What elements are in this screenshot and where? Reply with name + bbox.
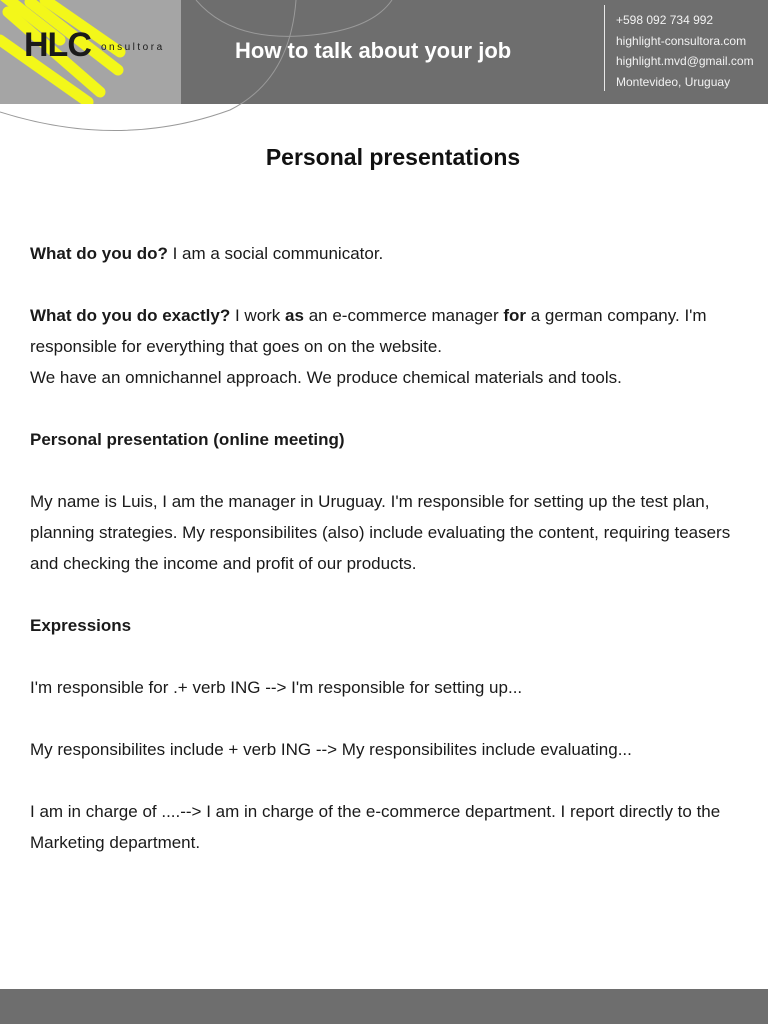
expressions-heading: Expressions (30, 616, 132, 635)
expression-item: I am in charge of ....--> I am in charge of the e-commerce department. I report directly to the Marketing department. (30, 802, 721, 852)
page-title: Personal presentations (265, 144, 521, 170)
logo (0, 0, 181, 104)
keyword-as: as (285, 306, 304, 325)
answer-text: I work (230, 306, 286, 325)
answer-text: I am a social communicator. (167, 244, 384, 263)
expression-item: I'm responsible for .+ verb ING --> I'm responsible for setting up... (30, 678, 523, 697)
logo-text: HLC (24, 26, 91, 64)
answer-text: We have an omnichannel approach. We produce chemical materials and tools. (30, 368, 622, 387)
header (0, 0, 768, 104)
contact-email: highlight.mvd@gmail.com (616, 54, 754, 68)
header-title: How to talk about your job (235, 38, 512, 63)
contact-location: Montevideo, Uruguay (616, 74, 731, 89)
qa-paragraph (30, 300, 740, 393)
answer-text: a german company. I'm responsible for everything that goes on on the website. (30, 306, 707, 356)
section-heading (30, 610, 740, 641)
footer-bar (0, 989, 768, 1024)
contact-block (616, 10, 754, 92)
contact-divider (604, 5, 605, 91)
section-heading (30, 424, 740, 455)
question-label: What do you do? (30, 244, 168, 263)
contact-website: highlight-consultora.com (616, 33, 747, 48)
qa-paragraph (30, 238, 740, 269)
presentation-heading: Personal presentation (online meeting) (30, 430, 345, 449)
presentation-text: My name is Luis, I am the manager in Uruguay. I'm responsible for setting up the test plan, planning strategies. My responsibilites (also) include evaluating the content, requiring teasers and checking the income and profit of our products. (30, 492, 731, 573)
question-label: What do you do exactly? (30, 306, 231, 325)
logo-subtext: onsultora (101, 42, 165, 53)
keyword-for: for (503, 306, 527, 325)
contact-phone: +598 092 734 992 (616, 13, 714, 27)
content (30, 238, 740, 858)
expression-item: My responsibilites include + verb ING --> My responsibilites include evaluating... (30, 740, 632, 759)
answer-text: an e-commerce manager (303, 306, 504, 325)
